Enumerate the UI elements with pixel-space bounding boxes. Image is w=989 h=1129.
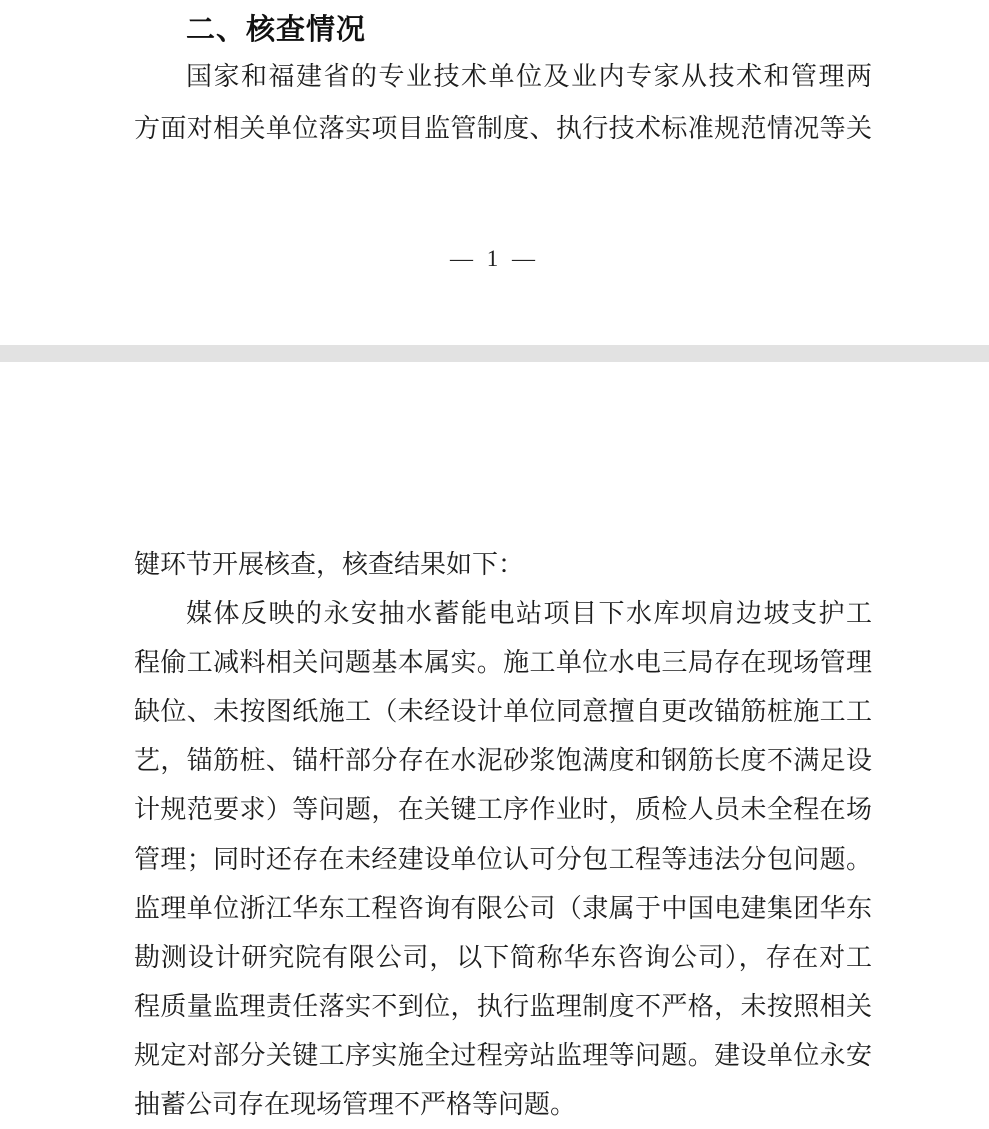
paragraph-line: 勘测设计研究院有限公司，以下简称华东咨询公司），存在对工 [134, 942, 872, 972]
paragraph-line: 管理；同时还存在未经建设单位认可分包工程等违法分包问题。 [134, 844, 872, 874]
paragraph-line: 国家和福建省的专业技术单位及业内专家从技术和管理两 [186, 62, 872, 91]
document-page-1 [0, 0, 989, 345]
page-separator [0, 345, 989, 362]
paragraph-line: 规定对部分关键工序实施全过程旁站监理等问题。建设单位永安 [134, 1040, 872, 1070]
page1-paragraph [134, 51, 872, 155]
paragraph-line: 程质量监理责任落实不到位，执行监理制度不严格，未按照相关 [134, 991, 872, 1021]
paragraph-line: 媒体反映的永安抽水蓄能电站项目下水库坝肩边坡支护工 [186, 599, 872, 629]
paragraph-line: 计规范要求）等问题，在关键工序作业时，质检人员未全程在场 [134, 795, 872, 825]
page-number: — 1 — [450, 246, 539, 271]
paragraph-line: 抽蓄公司存在现场管理不严格等问题。 [134, 1090, 577, 1120]
paragraph-line: 程偷工减料相关问题基本属实。施工单位水电三局存在现场管理 [134, 648, 872, 678]
paragraph-line: 艺，锚筋桩、锚杆部分存在水泥砂浆饱满度和钢筋长度不满足设 [134, 746, 872, 776]
page2-paragraph [134, 540, 872, 1129]
paragraph-line: 键环节开展核查，核查结果如下： [134, 550, 525, 579]
section-heading: 二、核查情况 [186, 14, 367, 46]
paragraph-line: 监理单位浙江华东工程咨询有限公司（隶属于中国电建集团华东 [134, 893, 872, 923]
paragraph-line: 方面对相关单位落实项目监管制度、执行技术标准规范情况等关 [134, 114, 872, 143]
paragraph-line: 缺位、未按图纸施工（未经设计单位同意擅自更改锚筋桩施工工 [134, 697, 872, 727]
